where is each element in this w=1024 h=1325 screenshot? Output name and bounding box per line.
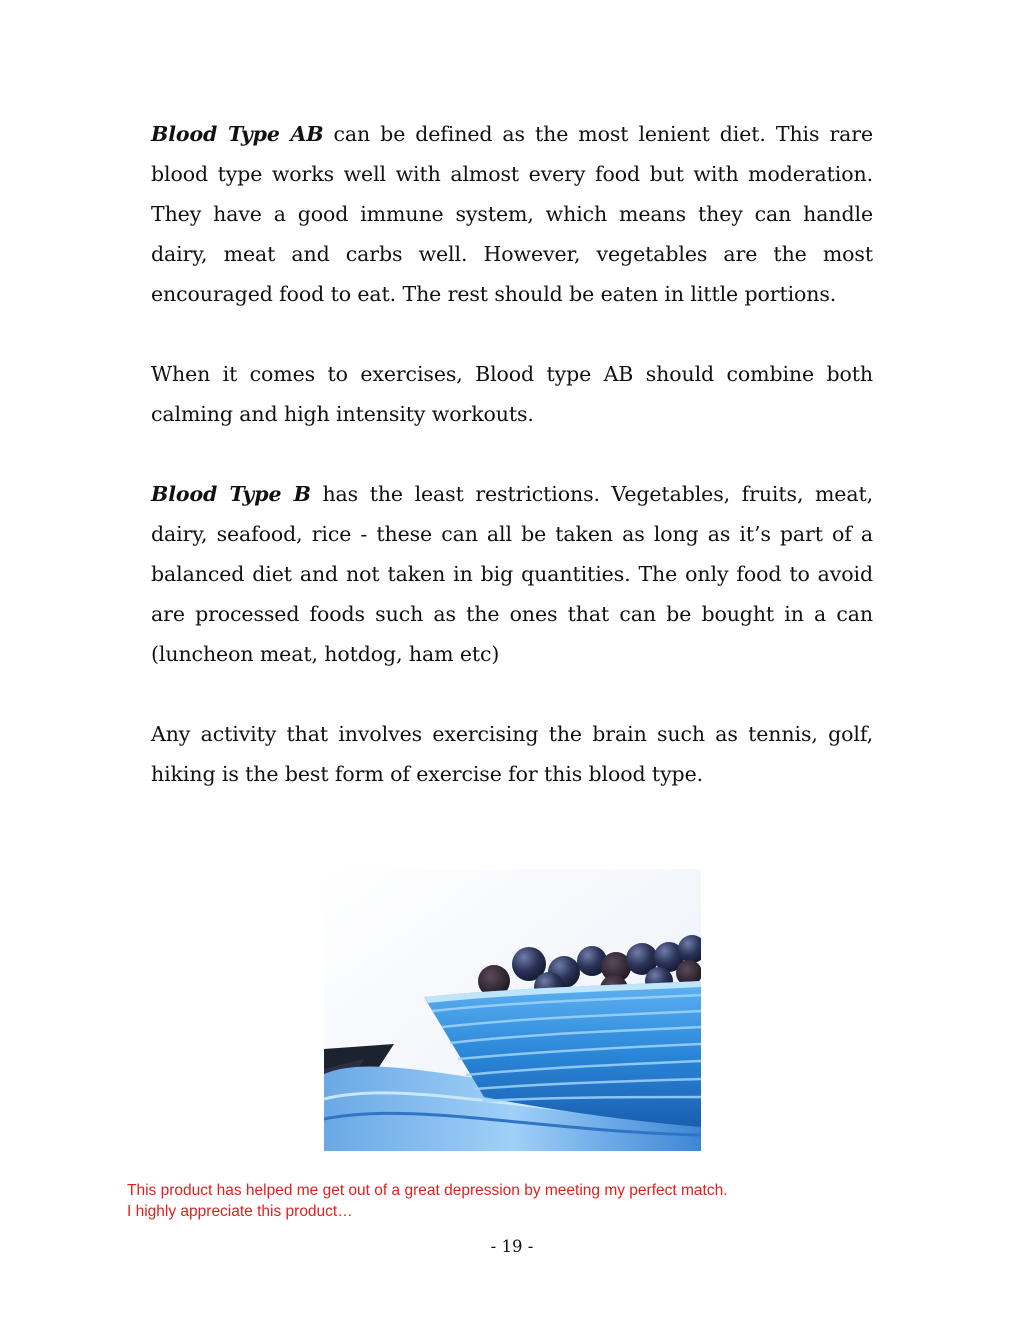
testimonial: [127, 1180, 887, 1222]
heading-blood-type-ab: Blood Type AB: [151, 122, 324, 146]
page-body: [151, 114, 873, 794]
heading-blood-type-b: Blood Type B: [151, 482, 311, 506]
paragraph-ab-exercise: [151, 354, 873, 434]
paragraph-text: can be defined as the most lenient diet. This rare blood type works well with almost every food but with moderation. They have a good immune system, which means they can handle dairy, meat and carbs well. However, vegetables are the most encouraged food to eat. The rest should be eaten in little portions.: [151, 122, 873, 306]
paragraph-text: Any activity that involves exercising the brain such as tennis, golf, hiking is the best form of exercise for this blood type.: [151, 722, 873, 786]
paragraph-blood-type-ab: [151, 114, 873, 314]
testimonial-line-1: This product has helped me get out of a great depression by meeting my perfect match.: [127, 1182, 728, 1199]
page-number: - 19 -: [490, 1237, 534, 1256]
blueberry-bowl-photo: [324, 869, 701, 1151]
testimonial-line-2: I highly appreciate this product…: [127, 1203, 353, 1220]
paragraph-text: When it comes to exercises, Blood type AB should combine both calming and high intensity workouts.: [151, 362, 873, 426]
paragraph-blood-type-b: [151, 474, 873, 674]
paragraph-b-exercise: [151, 714, 873, 794]
paragraph-text: has the least restrictions. Vegetables, fruits, meat, dairy, seafood, rice - these can all be taken as long as it’s part of a balanced diet and not taken in big quantities. The only food to avoid are processed foods such as the ones that can be bought in a can (luncheon meat, hotdog, ham etc): [151, 482, 873, 666]
